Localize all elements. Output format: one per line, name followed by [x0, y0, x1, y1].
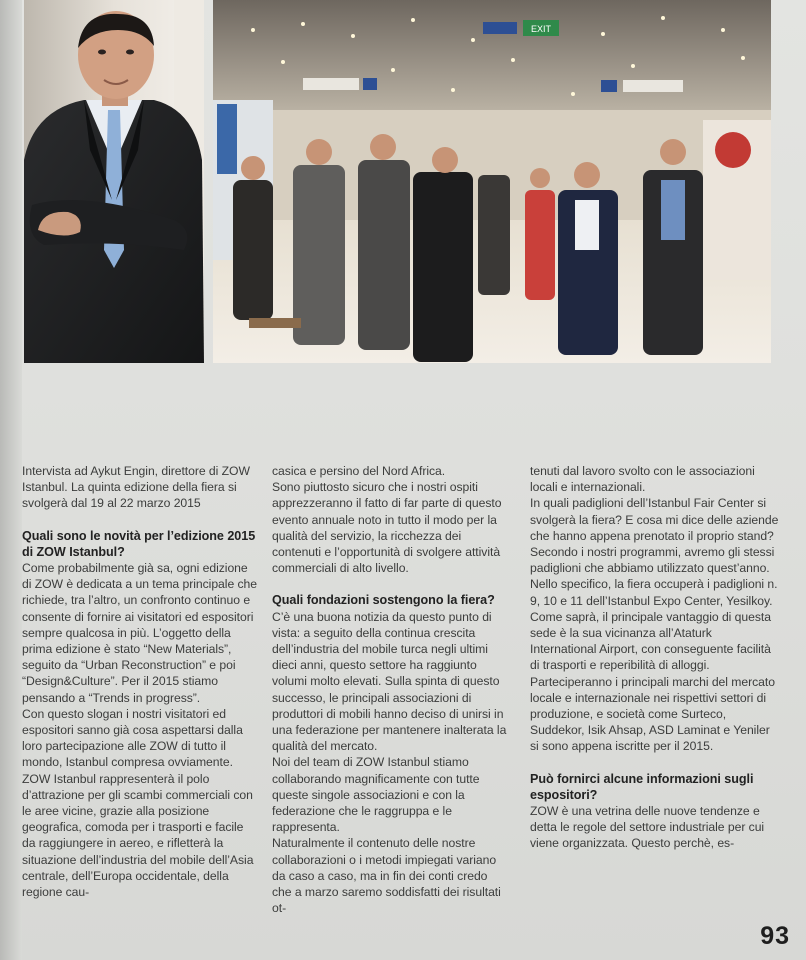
answer-paragraph: Noi del team di ZOW Istanbul stiamo collaborando magnificamente con tutte queste singole associazioni e con la federazione che le raggruppa e le rappresenta.	[272, 755, 480, 835]
answer-paragraph: Parteciperanno i principali marchi del mercato locale e internazionale nei rispettivi settori di produzione, e società come Surteco, Suddekor, Isik Ahsap, ASD Laminat e Yeniler si sono appena iscritte per il 2015.	[530, 674, 775, 754]
answer-paragraph: C’è una buona notizia da questo punto di vista: a seguito della continua crescita dell’industria del mobile turca negli ultimi dieci anni, questo settore ha raggiunto volumi molto elevati. Sulla spinta di questo successo, le principali associazioni di produttori di mobili hanno deciso di unirsi in una federazione per mantenere inalterata la qualità del mercato.	[272, 609, 507, 754]
answer-paragraph: Con questo slogan i nostri visitatori ed espositori sanno già cosa aspettarsi dalla loro partecipazione alle ZOW di tutto il mondo, Istanbul compresa ovviamente.	[22, 706, 243, 770]
question-heading-2: Quali fondazioni sostengono la fiera?	[272, 593, 495, 608]
page-number: 93	[760, 922, 790, 950]
answer-paragraph: Secondo i nostri programmi, avremo gli stessi padiglioni che abbiamo utilizzato quest’anno. Nello specifico, la fiera occuperà i padiglioni n. 9, 10 e 11 dell’Istanbul Expo Center, Yesilkoy. Come saprà, il principale vantaggio di questa sede è la sua vicinanza all’Ataturk International Airport, con conseguente facilità di trasporti e reperibilità di alloggi.	[530, 545, 778, 673]
portrait-illustration	[24, 0, 204, 363]
answer-paragraph: tenuti dal lavoro svolto con le associazioni locali e internazionali.	[530, 464, 755, 495]
fair-hall-illustration	[213, 0, 771, 363]
intro-text: Intervista ad Aykut Engin, direttore di ZOW Istanbul. La quinta edizione della fiera si svolgerà dal 19 al 22 marzo 2015	[22, 464, 250, 511]
page-spine-shadow	[0, 0, 22, 960]
answer-paragraph: ZOW è una vetrina delle nuove tendenze e detta le regole del settore industriale per cui viene organizzata. Questo perchè, es-	[530, 804, 765, 851]
answer-paragraph: Naturalmente il contenuto delle nostre collaborazioni o i metodi impiegati variano da caso a caso, ma in fin dei conti credo che a marzo saremo soddisfatti dei risultati ot-	[272, 836, 501, 916]
article-column-2	[272, 463, 510, 916]
question-heading-3: Può fornirci alcune informazioni sugli espositori?	[530, 771, 754, 802]
exit-sign-text: EXIT	[530, 24, 552, 34]
answer-paragraph: Come probabilmente già sa, ogni edizione di ZOW è dedicata a un tema principale che richiede, tra l’altro, un confronto continuo e consente di fornire ai visitatori ed espositori sempre qualcosa in più. L’oggetto della prima edizione è stato “New Materials”, seguito da “Urban Reconstruction” e poi “Design&Culture”. Per il 2015 stiamo pensando a “Trends in progress”.	[22, 561, 258, 705]
answer-paragraph: Sono piuttosto sicuro che i nostri ospiti apprezzeranno il fatto di far parte di questo evento annuale noto in tutto il modo per la qualità del servizio, la ricchezza dei contenuti e l’opportunità di svolgere attività commerciali di alto livello.	[272, 480, 502, 576]
fair-hall-photo	[213, 0, 771, 363]
portrait-photo	[24, 0, 204, 363]
answer-paragraph: casica e persino del Nord Africa.	[272, 464, 446, 478]
article-column-1	[22, 463, 258, 900]
question-paragraph: In quali padiglioni dell’Istanbul Fair Center si svolgerà la fiera? E cosa mi dice delle aziende che hanno appena prenotato il proprio stand?	[530, 496, 779, 543]
article-column-3	[530, 463, 780, 852]
answer-paragraph: ZOW Istanbul rappresenterà il polo d’attrazione per gli scambi commerciali con le aree vicine, grazie alla posizione geografica, comoda per i trasporti e facile da raggiungere in aereo, e rifletterà la situazione dell’industria del mobile dell’Asia centrale, dell’Europa occidentale, della regione cau-	[22, 771, 254, 900]
question-heading-1: Quali sono le novità per l’edizione 2015 di ZOW Istanbul?	[22, 528, 256, 559]
